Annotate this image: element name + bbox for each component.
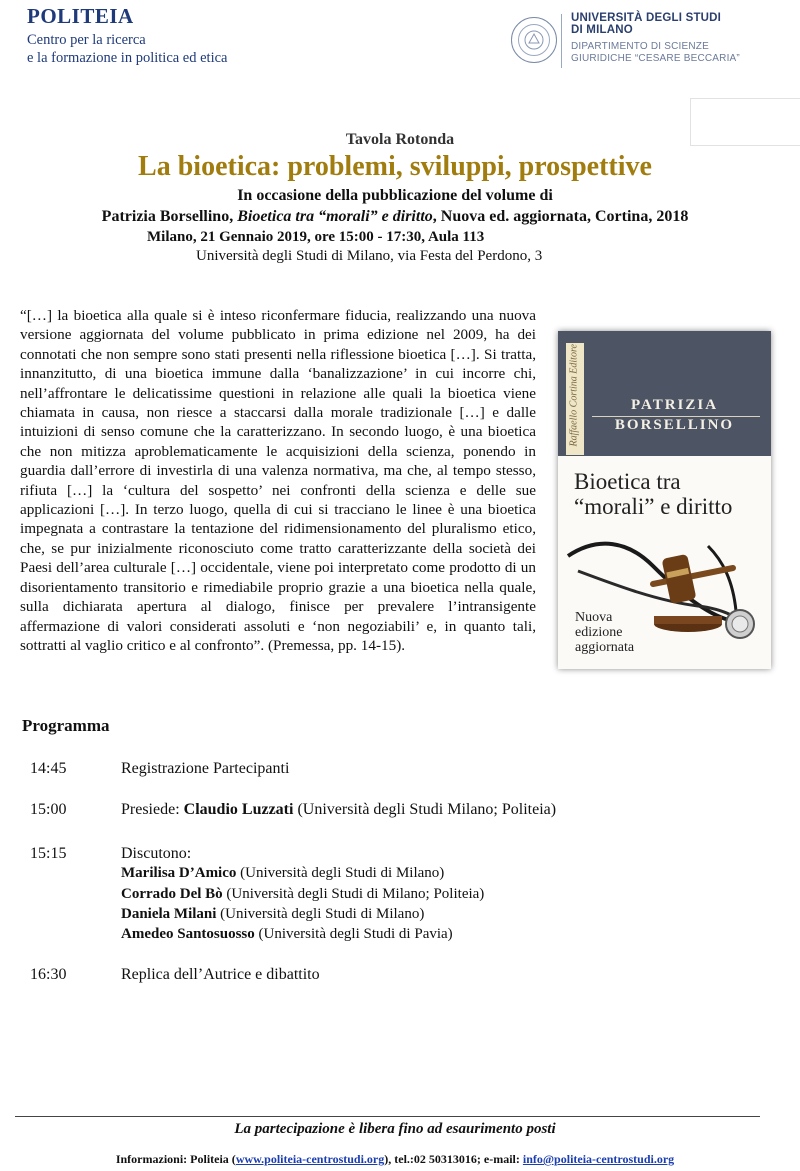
volume-line: [0, 208, 790, 226]
book-cover: [558, 331, 771, 669]
discussant-affiliation: (Università degli Studi di Milano): [236, 865, 445, 881]
discussant: [121, 863, 444, 884]
program-heading: Programma: [22, 716, 110, 735]
website-link[interactable]: www.politeia-centrostudi.org: [235, 1152, 385, 1166]
book-cover-band: [558, 331, 771, 456]
discussant: [121, 924, 453, 945]
discussant-name: Marilisa D’Amico: [121, 865, 237, 881]
discussant: [121, 884, 484, 905]
footer-divider: [15, 1116, 760, 1117]
discussant-affiliation: (Università degli Studi di Milano): [216, 906, 425, 922]
event-occasion: In occasione della pubblicazione del volume di: [237, 187, 553, 204]
discussant-affiliation: (Università degli Studi di Pavia): [254, 926, 453, 942]
book-author-first: PATRIZIA: [630, 397, 719, 413]
volume-details: , Nuova ed. aggiornata, Cortina, 2018: [432, 208, 689, 225]
chair-label: Presiede:: [121, 801, 184, 818]
program-time: 15:00: [30, 801, 67, 818]
event-kind: Tavola Rotonda: [345, 131, 455, 148]
event-address: Università degli Studi di Milano, via Festa del Perdono, 3: [196, 248, 543, 264]
contact-middle: ), tel.:02 50313016; e-mail:: [384, 1152, 523, 1166]
politeia-subtitle: [27, 31, 228, 67]
program-time: 15:15: [30, 845, 67, 862]
book-quote: “[…] la bioetica alla quale si è inteso riconfermare fiducia, realizzando una nuova versione aggiornata del volume pubblicato in prima edizione nel 2009, ha dei connotati che non sempre sono stati presenti nella riflessione bioetica […]. Si tratta, innanzitutto, di una bioetica immune dalla ‘banalizzazione’ in cui incorre chi, nell’affrontare le delicatissime questioni in relazione alle quali la bioetica viene chiamata in causa, non riesce a staccarsi dalla morale tradizionale […] e dalle intuizioni di senso comune che la caratterizzano. In secondo luogo, è una bioetica che non mitizza aproblematicamente le acquisizioni della scienza, ponendo in guardia dall’errore di investirla di una valenza normativa, ma che, al tempo stesso, rifiuta […] la ‘cultura del sospetto’ nei confronti della scienza e delle sue applicazioni […]. In terzo luogo, quella di cui si tracciano le linee è una bioetica impegnata a contrastare la tentazione del ridimensionamento del pluralismo etico, che, se pur inizialmente riconosciuto come tratto caratterizzante della società dei Paesi dell’area culturale […] occidentale, viene poi interpretato come prodotto di un disorientamento transitorio e rimediabile proprio grazie a una bioetica nella quale, sulla dichiarata apertura al dialogo, finisce per prevalere l’intransigente affermazione di valori considerati assoluti e ‘non negoziabili’ e, in quanto tali, sottratti al vaglio critico e al confronto”. (Premessa, pp. 14-15).: [20, 307, 536, 654]
book-title-line2: “morali” e diritto: [574, 494, 733, 519]
program-item-text: Replica dell’Autrice e dibattito: [121, 966, 320, 983]
politeia-name: POLITEIA: [27, 4, 134, 28]
chair-name: Claudio Luzzati: [183, 801, 294, 818]
discussant-name: Daniela Milani: [121, 906, 217, 922]
contact-prefix: Informazioni: Politeia (: [115, 1152, 236, 1166]
participation-note: La partecipazione è libera fino ad esaurimento posti: [234, 1121, 556, 1137]
event-title: La bioetica: problemi, sviluppi, prospettive: [138, 151, 652, 182]
contact-info: [0, 1152, 790, 1167]
program-time: 14:45: [30, 760, 67, 777]
discussant-name: Amedeo Santosuosso: [121, 926, 255, 942]
department-name-line2: GIURIDICHE “CESARE BECCARIA”: [571, 53, 740, 64]
discussant-name: Corrado Del Bò: [121, 886, 223, 902]
volume-author: Patrizia Borsellino,: [101, 208, 234, 225]
volume-title: Bioetica tra “morali” e diritto: [237, 208, 433, 225]
book-edition: [575, 610, 634, 655]
discussants-label: Discutono:: [121, 845, 192, 862]
university-seal-icon: [511, 17, 557, 63]
discussant-affiliation: (Università degli Studi di Milano; Politeia): [222, 886, 485, 902]
university-name-line2: DI MILANO: [571, 24, 633, 36]
publisher-name: Raffaello Cortina Editore: [568, 344, 580, 447]
event-date-place: Milano, 21 Gennaio 2019, ore 15:00 - 17:30, Aula 113: [147, 229, 485, 245]
program-time: 16:30: [30, 966, 67, 983]
politeia-subtitle-line1: Centro per la ricerca: [27, 32, 146, 48]
header-divider: [561, 14, 562, 68]
book-edition-line2: edizione: [575, 625, 623, 640]
department-name-line1: DIPARTIMENTO DI SCIENZE: [571, 41, 709, 52]
politeia-subtitle-line2: e la formazione in politica ed etica: [27, 50, 228, 66]
university-name: [571, 12, 721, 36]
department-name: [571, 41, 740, 65]
chair-affiliation: (Università degli Studi Milano; Politeia): [293, 801, 557, 818]
university-name-line1: UNIVERSITÀ DEGLI STUDI: [571, 12, 722, 24]
email-link[interactable]: info@politeia-centrostudi.org: [522, 1152, 675, 1166]
program-item-chair: [121, 801, 556, 819]
discussant: [121, 904, 424, 925]
program-item-text: Registrazione Partecipanti: [121, 760, 290, 777]
book-edition-line1: Nuova: [575, 610, 613, 625]
book-title-line1: Bioetica tra: [574, 469, 681, 494]
book-edition-line3: aggiornata: [575, 640, 635, 655]
book-author-last: BORSELLINO: [614, 417, 735, 433]
